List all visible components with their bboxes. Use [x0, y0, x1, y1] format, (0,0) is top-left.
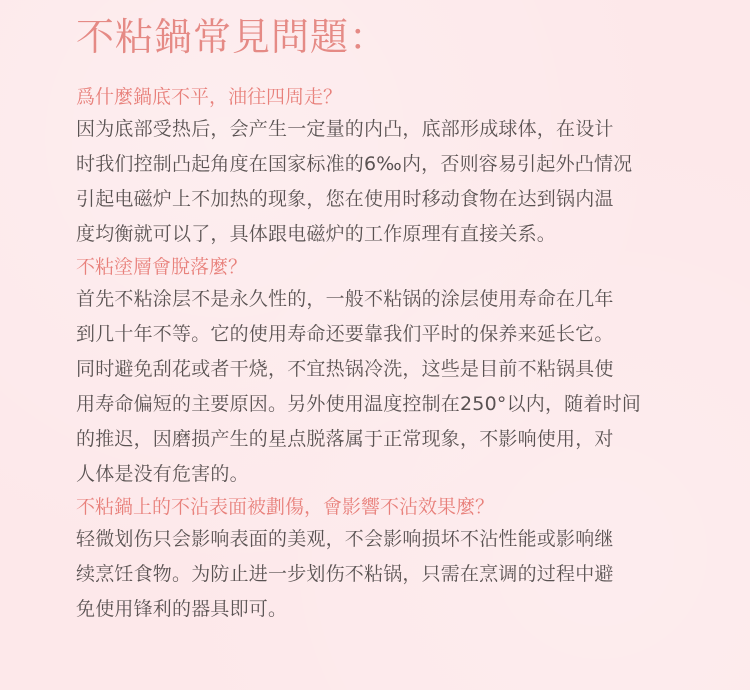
answer-line: 续烹饪食物。为防止进一步划伤不粘锅，只需在烹调的过程中避 [76, 563, 614, 585]
answer-line: 时我们控制凸起角度在国家标准的6‰内，否则容易引起外凸情况 [76, 153, 633, 175]
answer-line: 引起电磁炉上不加热的现象，您在使用时移动食物在达到锅内温 [76, 188, 614, 210]
page-title: 不粘鍋常見問題： [76, 15, 389, 59]
faq-section-3 [76, 492, 676, 627]
faq-answer-paragraph [76, 282, 676, 352]
faq-section-1 [76, 82, 676, 252]
faq-question: 不粘鍋上的不沾表面被劃傷，會影響不沾效果麼？ [76, 496, 495, 518]
answer-line: 同时避免刮花或者干烧，不宜热锅冷洗，这些是目前不粘锅具使 [76, 358, 614, 380]
faq-answer-paragraph [76, 522, 676, 627]
answer-line: 首先不粘涂层不是永久性的，一般不粘锅的涂层使用寿命在几年 [76, 288, 614, 310]
answer-line: 度均衡就可以了，具体跟电磁炉的工作原理有直接关系。 [76, 223, 557, 245]
answer-line: 用寿命偏短的主要原因。另外使用温度控制在250°以内，随着时间 [76, 393, 641, 415]
answer-line: 轻微划伤只会影响表面的美观，不会影响损坏不沾性能或影响继 [76, 528, 614, 550]
faq-question: 爲什麼鍋底不平，油往四周走？ [76, 86, 343, 108]
answer-line: 免使用锋利的器具即可。 [76, 598, 288, 620]
faq-answer-paragraph [76, 352, 676, 492]
faq-answer-paragraph [76, 112, 676, 252]
faq-section-2 [76, 252, 676, 492]
answer-line: 到几十年不等。它的使用寿命还要靠我们平时的保养来延长它。 [76, 323, 614, 345]
answer-line: 的推迟，因磨损产生的星点脱落属于正常现象，不影响使用，对 [76, 428, 614, 450]
faq-page [76, 12, 676, 627]
faq-question: 不粘塗層會脫落麼？ [76, 256, 248, 278]
answer-line: 因为底部受热后，会产生一定量的内凸，底部形成球体，在设计 [76, 118, 614, 140]
answer-line: 人体是没有危害的。 [76, 463, 249, 485]
